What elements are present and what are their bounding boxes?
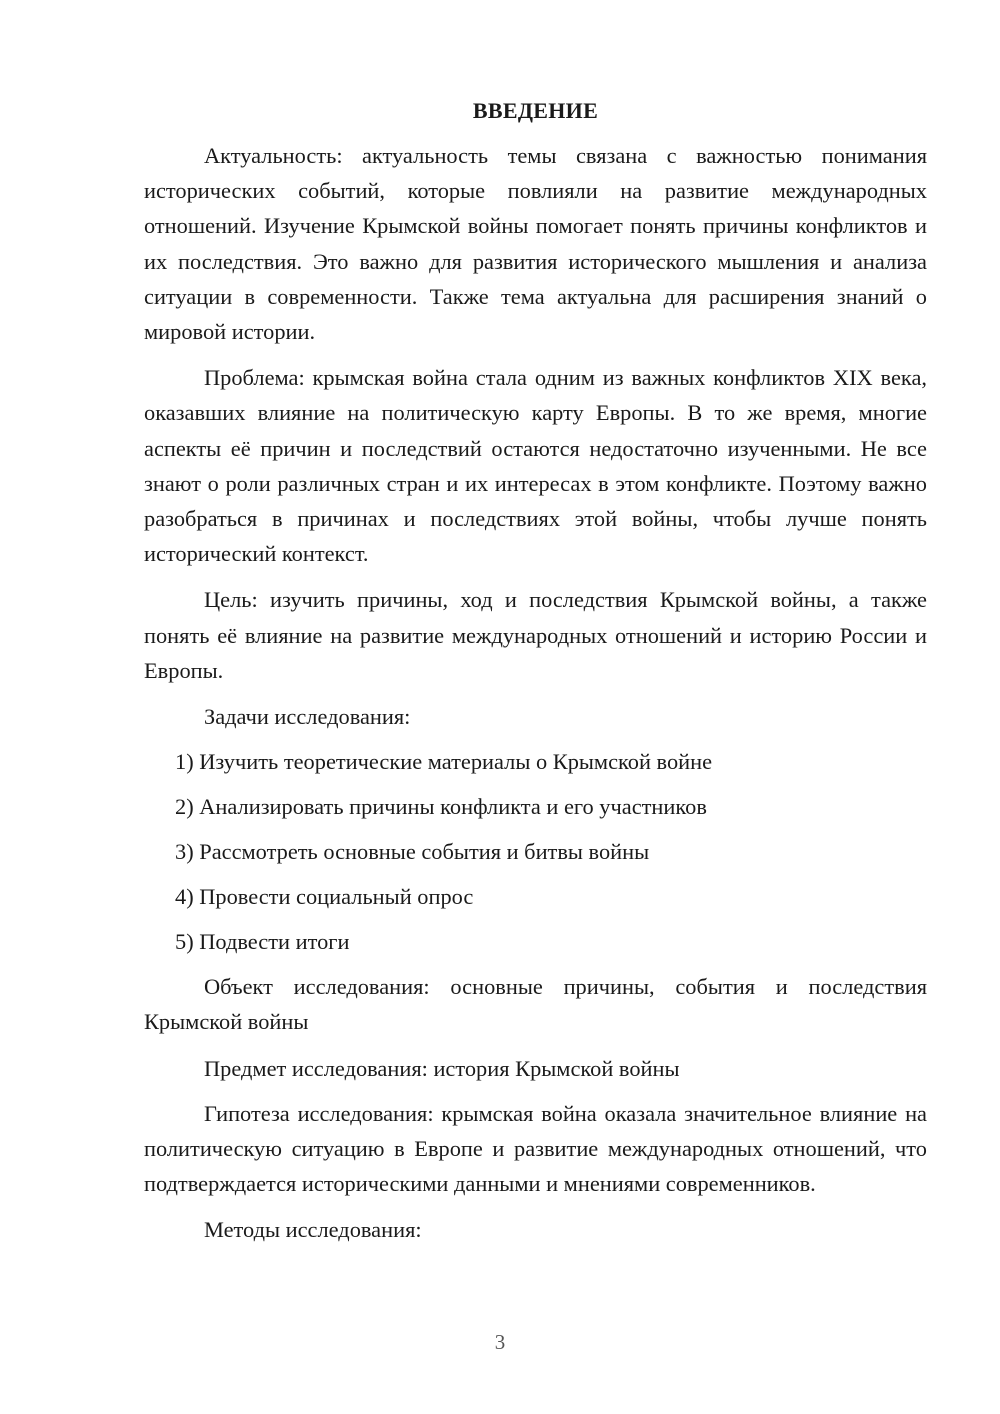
list-item: 5) Подвести итоги	[175, 929, 350, 955]
hypothesis-paragraph: Гипотеза исследования: крымская война оказала значительное влияние на политическую ситуацию в Европе и развитие международных отношений, что подтверждается историческими данными и мнениями современников.	[144, 1100, 927, 1197]
problem-paragraph: Проблема: крымская война стала одним из важных конфликтов XIX века, оказавших влияние на политическую карту Европы. В то же время, многие аспекты её причин и последствий остаются недостаточно изученными. Не все знают о роли различных стран и их интересах в этом конфликте. Поэтому важно разобраться в причинах и последствиях этой войны, чтобы лучше понять исторический контекст.	[144, 365, 927, 567]
methods-label: Методы исследования:	[204, 1217, 422, 1243]
goal-paragraph: Цель: изучить причины, ход и последствия Крымской войны, а также понять её влияние на развитие международных отношений и историю России и Европы.	[144, 587, 927, 683]
list-item: 2) Анализировать причины конфликта и его участников	[175, 794, 707, 820]
page-number: 3	[494, 1330, 506, 1354]
document-page	[144, 96, 927, 1258]
section-title: ВВЕДЕНИЕ	[472, 98, 599, 123]
subject-paragraph: Предмет исследования: история Крымской войны	[204, 1055, 680, 1081]
list-item: 4) Провести социальный опрос	[175, 884, 474, 910]
tasks-label: Задачи исследования:	[204, 704, 411, 730]
list-item: 1) Изучить теоретические материалы о Крымской войне	[175, 749, 713, 775]
list-item: 3) Рассмотреть основные события и битвы войны	[175, 839, 650, 865]
tasks-list	[144, 744, 927, 959]
relevance-paragraph: Актуальность: актуальность темы связана с важностью понимания исторических событий, которые повлияли на развитие международных отношений. Изучение Крымской войны помогает понять причины конфликтов и их последствия. Это важно для развития исторического мышления и анализа ситуации в современности. Также тема актуальна для расширения знаний о мировой истории.	[144, 143, 927, 345]
object-paragraph: Объект исследования: основные причины, события и последствия Крымской войны	[144, 974, 927, 1035]
